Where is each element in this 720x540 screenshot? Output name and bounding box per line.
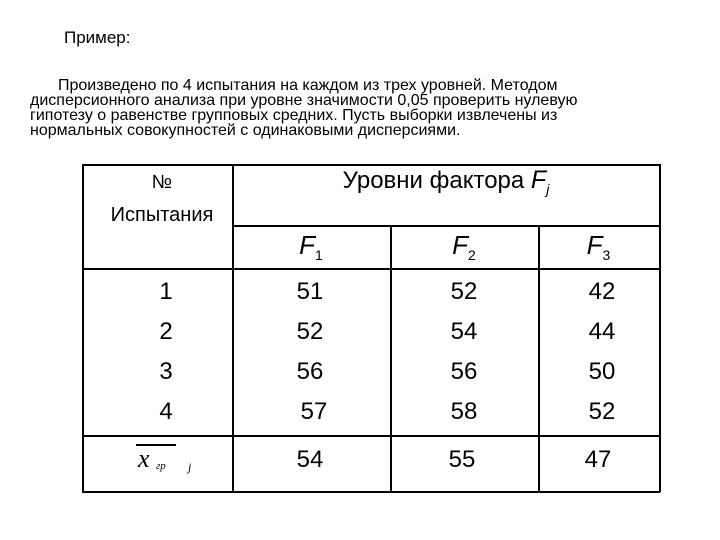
table-rule-body-top <box>82 268 660 270</box>
table-col-divider-1 <box>232 164 234 492</box>
row-2-f3: 44 <box>588 318 616 345</box>
group-mean-label <box>130 440 230 480</box>
header-f3: $F_3$ <box>586 230 611 264</box>
table-border-right <box>659 164 661 492</box>
row-1-f3: 42 <box>588 278 616 305</box>
row-2-f2: 54 <box>450 318 478 345</box>
header-number-sign: № <box>151 172 173 193</box>
example-heading: Пример: <box>64 28 131 47</box>
row-4-f1: 57 <box>300 398 328 425</box>
row-2-number: 2 <box>159 318 173 345</box>
row-3-number: 3 <box>159 358 173 385</box>
row-4-f2: 58 <box>450 398 478 425</box>
table-col-divider-2 <box>390 225 392 492</box>
problem-statement <box>30 78 670 138</box>
mean-f2: 55 <box>448 446 476 473</box>
table-rule-header <box>232 225 660 227</box>
statement-line-1: Произведено по 4 испытания на каждом из трех уровней. Методом <box>58 77 558 94</box>
mean-f3: 47 <box>584 446 612 473</box>
header-trials: Испытания <box>110 204 214 226</box>
header-f2: $F_2$ <box>452 230 476 264</box>
factor-subscript: j <box>546 180 550 197</box>
row-3-f1: 56 <box>296 358 324 385</box>
row-3-f2: 56 <box>450 358 478 385</box>
row-4-number: 4 <box>159 398 173 425</box>
row-2-f1: 52 <box>296 318 324 345</box>
statement-line-2: дисперсионного анализа при уровне значимости 0,05 проверить нулевую <box>30 92 578 109</box>
mean-f1: 54 <box>296 446 324 473</box>
factor-symbol: F <box>530 166 547 194</box>
mean-subscript-j: j <box>188 460 192 474</box>
table-rule-means <box>82 435 660 437</box>
row-1-number: 1 <box>159 278 173 305</box>
table-border-left <box>82 164 84 492</box>
mean-x: x <box>138 444 150 473</box>
statement-line-4: нормальных совокупностей с одинаковыми дисперсиями. <box>30 122 461 139</box>
header-factor-levels: Уровни фактора $F_j$ <box>342 166 550 197</box>
row-1-f1: 51 <box>296 278 324 305</box>
statement-line-3: гипотезу о равенстве групповых средних. Пусть выборки извлечены из <box>30 107 558 124</box>
mean-subscript-gr: гр <box>156 460 166 472</box>
row-3-f3: 50 <box>588 358 616 385</box>
table-border-bottom <box>82 491 660 493</box>
table-col-divider-3 <box>538 225 540 492</box>
row-4-f3: 52 <box>588 398 616 425</box>
row-1-f2: 52 <box>450 278 478 305</box>
header-f1: $F_1$ <box>299 230 323 264</box>
